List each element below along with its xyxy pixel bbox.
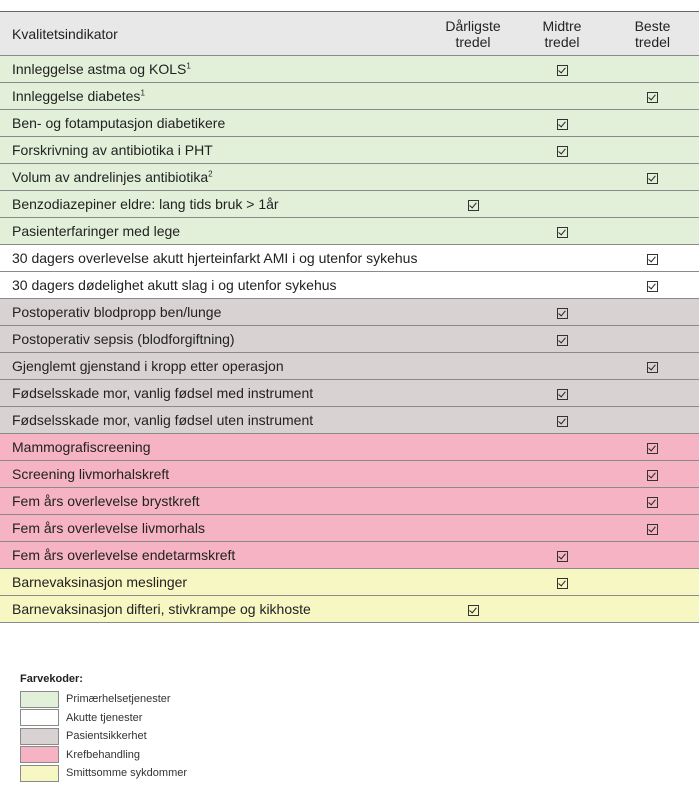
row-label [0,83,428,110]
worst-third-cell [428,218,518,245]
header-middle-third [518,12,606,56]
best-third-cell [606,407,699,434]
best-third-cell [606,353,699,380]
middle-third-cell [518,461,606,488]
header-worst-line2: tredel [455,33,491,50]
table-row [0,110,699,137]
checked-box-icon [647,362,658,373]
row-label-text: Benzodiazepiner eldre: lang tids bruk > 1år [12,196,279,212]
row-label-text: Fem års overlevelse livmorhals [12,520,205,536]
table-row [0,461,699,488]
legend-label: Smittsomme sykdommer [66,767,188,780]
worst-third-cell [428,164,518,191]
worst-third-cell [428,515,518,542]
table-row [0,596,699,623]
worst-third-cell [428,83,518,110]
footnote-marker: 1 [186,61,191,71]
worst-third-cell [428,488,518,515]
legend-title: Farvekoder: [20,673,83,685]
row-label [0,164,428,191]
footnote-marker: 1 [140,88,145,98]
middle-third-cell [518,353,606,380]
legend-label: Krefbehandling [66,748,141,761]
middle-third-cell [518,488,606,515]
best-third-cell [606,434,699,461]
color-legend [20,673,187,783]
checked-box-icon [647,254,658,265]
row-label-text: 30 dagers overlevelse akutt hjerteinfarkt AMI i og utenfor sykehus [12,250,418,266]
table-row [0,488,699,515]
checked-box-icon [468,200,479,211]
legend-item [20,727,187,746]
checked-box-icon [647,92,658,103]
checked-box-icon [557,551,568,562]
header-best-third [606,12,699,56]
quality-indicator-table [0,11,699,623]
middle-third-cell [518,299,606,326]
worst-third-cell [428,110,518,137]
table-row [0,353,699,380]
best-third-cell [606,515,699,542]
best-third-cell [606,83,699,110]
row-label-text: Gjenglemt gjenstand i kropp etter operasjon [12,358,284,374]
middle-third-cell [518,569,606,596]
legend-swatch [20,691,59,708]
row-label [0,326,428,353]
checked-box-icon [647,497,658,508]
row-label-text: Ben- og fotamputasjon diabetikere [12,115,226,131]
best-third-cell [606,164,699,191]
worst-third-cell [428,434,518,461]
row-label [0,569,428,596]
legend-label: Akutte tjenester [66,711,143,724]
middle-third-cell [518,164,606,191]
table-row [0,542,699,569]
checked-box-icon [557,146,568,157]
worst-third-cell [428,272,518,299]
checked-box-icon [468,605,479,616]
row-label-text: Postoperativ sepsis (blodforgiftning) [12,331,235,347]
legend-items [20,690,187,783]
best-third-cell [606,461,699,488]
table-row [0,218,699,245]
row-label [0,380,428,407]
legend-label: Primærhelsetjenester [66,693,171,706]
worst-third-cell [428,461,518,488]
best-third-cell [606,299,699,326]
row-label [0,245,428,272]
row-label-text: Forskrivning av antibiotika i PHT [12,142,213,158]
legend-item [20,690,187,709]
header-middle-line1: Midtre [542,17,582,34]
best-third-cell [606,380,699,407]
best-third-cell [606,596,699,623]
row-label-text: Mammografiscreening [12,439,151,455]
best-third-cell [606,56,699,83]
row-label [0,110,428,137]
checked-box-icon [557,578,568,589]
worst-third-cell [428,137,518,164]
row-label [0,299,428,326]
legend-swatch [20,709,59,726]
table-row [0,164,699,191]
row-label [0,353,428,380]
table-row [0,407,699,434]
checked-box-icon [557,227,568,238]
middle-third-cell [518,326,606,353]
row-label [0,488,428,515]
worst-third-cell [428,191,518,218]
best-third-cell [606,569,699,596]
table-body [0,56,699,623]
table-row [0,569,699,596]
table-row [0,137,699,164]
checked-box-icon [557,65,568,76]
worst-third-cell [428,56,518,83]
legend-item [20,764,187,783]
table-row [0,56,699,83]
legend-item [20,746,187,765]
header-middle-line2: tredel [544,33,580,50]
table-row [0,380,699,407]
row-label-text: Screening livmorhalskreft [12,466,170,482]
header-best-line1: Beste [634,17,671,34]
best-third-cell [606,218,699,245]
row-label [0,191,428,218]
legend-item [20,709,187,728]
checked-box-icon [647,524,658,535]
worst-third-cell [428,569,518,596]
middle-third-cell [518,542,606,569]
row-label [0,407,428,434]
header-worst-third [428,12,518,56]
row-label-text: Barnevaksinasjon difteri, stivkrampe og kikhoste [12,601,311,617]
row-label-text: Fødselsskade mor, vanlig fødsel uten instrument [12,412,314,428]
best-third-cell [606,272,699,299]
row-label-text: Barnevaksinasjon meslinger [12,574,188,590]
table-row [0,515,699,542]
row-label-text: 30 dagers dødelighet akutt slag i og utenfor sykehus [12,277,337,293]
row-label-text: Fem års overlevelse brystkreft [12,493,200,509]
row-label-text: Fem års overlevelse endetarmskreft [12,547,236,563]
middle-third-cell [518,272,606,299]
row-label [0,56,428,83]
table-row [0,326,699,353]
checked-box-icon [647,443,658,454]
row-label-text: Innleggelse diabetes [12,88,141,104]
middle-third-cell [518,515,606,542]
table-row [0,434,699,461]
row-label [0,434,428,461]
worst-third-cell [428,542,518,569]
middle-third-cell [518,110,606,137]
row-label-text: Pasienterfaringer med lege [12,223,181,239]
middle-third-cell [518,191,606,218]
best-third-cell [606,488,699,515]
checked-box-icon [557,416,568,427]
best-third-cell [606,326,699,353]
middle-third-cell [518,218,606,245]
checked-box-icon [557,308,568,319]
checked-box-icon [647,470,658,481]
row-label [0,218,428,245]
best-third-cell [606,542,699,569]
header-worst-line1: Dårligste [445,17,501,34]
table-row [0,191,699,218]
middle-third-cell [518,596,606,623]
checked-box-icon [557,335,568,346]
row-label [0,515,428,542]
middle-third-cell [518,245,606,272]
worst-third-cell [428,596,518,623]
checked-box-icon [557,389,568,400]
middle-third-cell [518,380,606,407]
middle-third-cell [518,434,606,461]
table-header-row [0,12,699,56]
middle-third-cell [518,83,606,110]
legend-swatch [20,765,59,782]
middle-third-cell [518,137,606,164]
worst-third-cell [428,380,518,407]
header-indicator: Kvalitetsindikator [0,12,428,56]
worst-third-cell [428,245,518,272]
checked-box-icon [557,119,568,130]
best-third-cell [606,110,699,137]
table-row [0,299,699,326]
footnote-marker: 2 [208,169,213,179]
worst-third-cell [428,299,518,326]
best-third-cell [606,245,699,272]
table-row [0,83,699,110]
row-label-text: Fødselsskade mor, vanlig fødsel med instrument [12,385,314,401]
checked-box-icon [647,173,658,184]
row-label [0,137,428,164]
legend-swatch [20,728,59,745]
row-label-text: Innleggelse astma og KOLS [12,61,187,77]
best-third-cell [606,191,699,218]
row-label [0,596,428,623]
worst-third-cell [428,353,518,380]
worst-third-cell [428,407,518,434]
checked-box-icon [647,281,658,292]
row-label [0,542,428,569]
best-third-cell [606,137,699,164]
worst-third-cell [428,326,518,353]
table-row [0,272,699,299]
row-label [0,461,428,488]
legend-label: Pasientsikkerhet [66,730,147,743]
row-label-text: Volum av andrelinjes antibiotika [12,169,209,185]
legend-swatch [20,746,59,763]
row-label [0,272,428,299]
middle-third-cell [518,407,606,434]
header-best-line2: tredel [634,33,671,50]
middle-third-cell [518,56,606,83]
table-row [0,245,699,272]
row-label-text: Postoperativ blodpropp ben/lunge [12,304,222,320]
